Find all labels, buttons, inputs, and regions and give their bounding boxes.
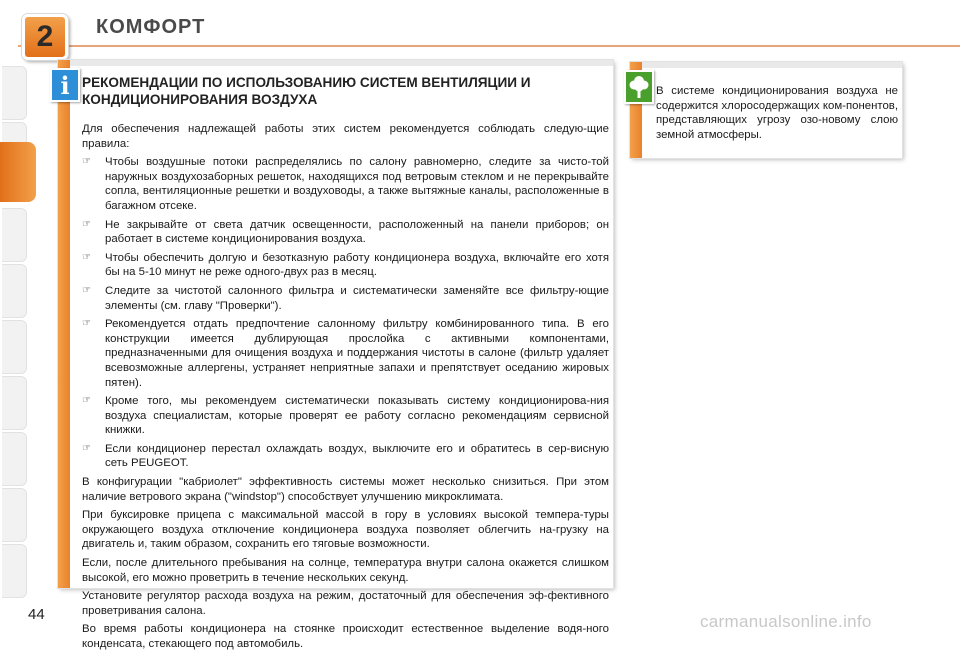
chapter-tab[interactable] (2, 208, 27, 262)
header-divider (18, 45, 960, 47)
box-top-bar (70, 60, 613, 66)
box-side-stripe (58, 60, 70, 588)
list-item (82, 155, 609, 213)
list-item-text: Не закрывайте от света датчик освещенности, расположенный на панели приборов; он работает в системе кондиционирования воздуха. (105, 218, 609, 246)
page-header (0, 0, 960, 62)
list-item (82, 251, 609, 280)
chapter-tabs (0, 58, 40, 588)
recommendations-box (58, 60, 613, 650)
info-icon: i (50, 68, 80, 102)
chapter-tab[interactable] (2, 66, 27, 120)
paragraph-condensate: Во время работы кондиционера на стоянке происходит естественное выделение водя-ного конденсата, стекающего под автомобиль. (82, 623, 609, 650)
intro-paragraph: Для обеспечения надлежащей работы этих систем рекомендуется соблюдать следую-щие правила: (82, 123, 609, 150)
list-item-text: Если кондиционер перестал охлаждать воздух, выключите его и обратитесь в сер-висную сеть PEUGEOT. (105, 442, 609, 470)
pointing-hand-icon: ☞ (82, 218, 91, 230)
pointing-hand-icon: ☞ (82, 251, 91, 263)
tree-icon (626, 72, 652, 102)
eco-note-box (630, 62, 902, 158)
eco-note-text: В системе кондиционирования воздуха не содержится хлоросодержащих ком-понентов, представляющих угрозу озо-новому слою земной атмосферы. (656, 85, 898, 141)
chapter-tab-active[interactable] (0, 142, 36, 202)
paragraph-towing: При буксировке прицепа с максимальной массой в гору в условиях высокой темпера-туры окружающего воздуха отключение кондиционера воздуха позволяет облегчить на-грузку на двигатель и, таким образом, сохранить его тяговые возможности. (82, 509, 609, 551)
chapter-tab[interactable] (2, 488, 27, 542)
list-item (82, 317, 609, 390)
chapter-number: 2 (36, 20, 54, 53)
pointing-hand-icon: ☞ (82, 156, 91, 168)
chapter-tab[interactable] (2, 432, 27, 486)
pointing-hand-icon: ☞ (82, 442, 91, 454)
chapter-tab[interactable] (2, 376, 27, 430)
box-top-bar (642, 62, 902, 68)
paragraph-sun: Если, после длительного пребывания на солнце, температура внутри салона окажется слишком высокой, его можно проветрить в течение нескольких секунд. (82, 557, 609, 584)
pointing-hand-icon: ☞ (82, 318, 91, 330)
list-item (82, 284, 609, 313)
chapter-tab[interactable] (2, 264, 27, 318)
page-number: 44 (28, 606, 45, 623)
list-item (82, 218, 609, 247)
list-item-text: Чтобы воздушные потоки распределялись по салону равномерно, следите за чисто-той наружных воздухозаборных решеток, находящихся под ветровым стеклом и не перекрывайте сопла, вентиляционные решетки и воздуховоды, а также вытяжные каналы, расположенные в багажном отсеке. (105, 156, 609, 212)
paragraph-cabriolet: В конфигурации "кабриолет" эффективность системы может несколько снизиться. При этом наличие ветрового экрана ("windstop") способствует улучшению микроклимата. (82, 476, 609, 503)
eco-tree-icon (624, 70, 654, 104)
paragraph-airflow: Установите регулятор расхода воздуха на режим, достаточный для обеспечения эф-фективного проветривания салона. (82, 590, 609, 617)
pointing-hand-icon: ☞ (82, 284, 91, 296)
list-item (82, 442, 609, 471)
list-item-text: Кроме того, мы рекомендуем систематически показывать систему кондиционирова-ния воздуха специалистам, которые проверят ее работу согласно рекомендациям сервисной книжки. (105, 395, 609, 437)
box-title (82, 74, 602, 108)
chapter-tab[interactable] (2, 544, 27, 598)
box-body (82, 122, 609, 656)
list-item (82, 394, 609, 438)
box-title-line2: КОНДИЦИОНИРОВАНИЯ ВОЗДУХА (82, 92, 318, 107)
chapter-tab[interactable] (2, 320, 27, 374)
box-title-line1: РЕКОМЕНДАЦИИ ПО ИСПОЛЬЗОВАНИЮ СИСТЕМ ВЕНТИЛЯЦИИ И (82, 75, 531, 90)
pointing-hand-icon: ☞ (82, 395, 91, 407)
chapter-title: КОМФОРТ (96, 16, 206, 38)
list-item-text: Рекомендуется отдать предпочтение салонному фильтру комбинированного типа. В его конструкции имеется дублирующая прослойка с активными компонентами, предназначенными для очищения воздуха и поддержания чистоты в салоне (фильтр удаляет всевозможные аллергены, устраняет неприятные запахи и препятствует оседанию жировых пятен). (105, 318, 609, 389)
watermark: carmanualsonline.info (700, 612, 872, 631)
chapter-badge (22, 14, 68, 60)
list-item-text: Следите за чистотой салонного фильтра и систематически заменяйте все фильтру-ющие элементы (см. главу "Проверки"). (105, 284, 609, 312)
list-item-text: Чтобы обеспечить долгую и безотказную работу кондиционера воздуха, включайте его хотя бы на 5-10 минут не реже одного-двух раз в месяц. (105, 251, 609, 279)
recommendation-list (82, 155, 609, 471)
